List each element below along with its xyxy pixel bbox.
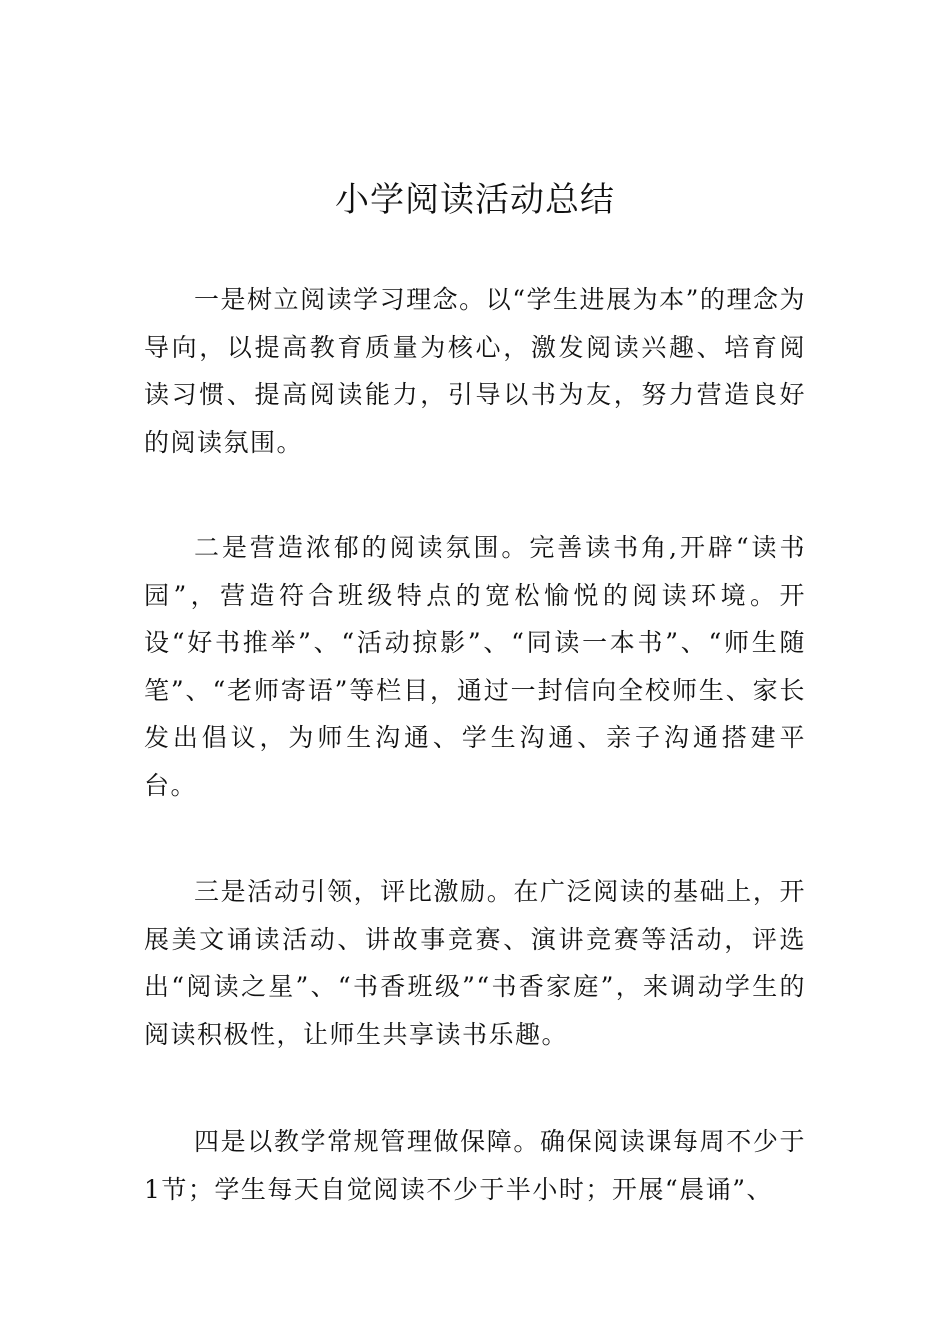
document-title: 小学阅读活动总结 <box>335 180 615 220</box>
paragraph-2: 二是营造浓郁的阅读氛围。完善读书角,开辟“读书园”，营造符合班级特点的宽松愉悦的阅读环境。开设“好书推举”、“活动掠影”、“同读一本书”、“师生随笔”、“老师寄语”等栏目，通过一封信向全校师生、家长发出倡议，为师生沟通、学生沟通、亲子沟通搭建平台。 <box>144 533 806 800</box>
paragraph-1: 一是树立阅读学习理念。以“学生进展为本”的理念为导向，以提高教育质量为核心，激发阅读兴趣、培育阅读习惯、提高阅读能力，引导以书为友，努力营造良好的阅读氛围。 <box>144 285 806 457</box>
paragraph-3: 三是活动引领，评比激励。在广泛阅读的基础上，开展美文诵读活动、讲故事竞赛、演讲竞赛等活动，评选出“阅读之星”、“书香班级”“书香家庭”，来调动学生的阅读积极性，让师生共享读书乐趣。 <box>144 877 806 1049</box>
paragraph-4: 四是以教学常规管理做保障。确保阅读课每周不少于1节；学生每天自觉阅读不少于半小时；开展“晨诵”、 <box>144 1127 806 1204</box>
